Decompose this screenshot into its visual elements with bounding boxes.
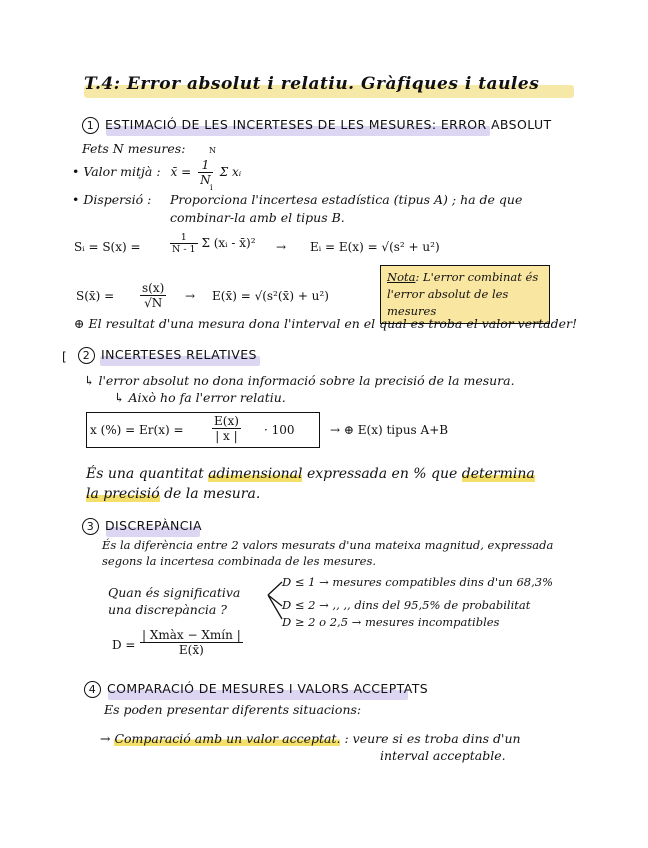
si-frac-num: 1 xyxy=(170,232,198,244)
plus-circle-icon: ⊕ xyxy=(343,423,354,437)
rel-frac-den: | x | xyxy=(215,429,238,443)
s2-line-1: ↳ l'error absolut no dona informació sobre la precisió de la mesura. xyxy=(84,373,515,388)
question-line-2: una discrepància ? xyxy=(108,602,227,617)
s3-line-2: segons la incertesa combinada de les mesures. xyxy=(102,554,377,568)
determina-highlight: determina xyxy=(461,466,535,482)
mean-lhs: x̄ = xyxy=(170,165,192,179)
mean-sum: Σ xᵢ xyxy=(219,165,242,179)
precisio-highlight: la precisió xyxy=(86,486,160,502)
section-number: 2 xyxy=(78,347,95,364)
d-fraction xyxy=(140,628,243,657)
s4-line-1: Es poden presentar diferents situacions: xyxy=(104,702,362,717)
sum-bottom-index: i xyxy=(210,183,213,192)
margin-bracket-icon: [ xyxy=(62,350,67,364)
section-title: COMPARACIÓ DE MESURES I VALORS ACCEPTATS xyxy=(107,681,429,696)
fets-text: Fets N mesures: xyxy=(82,141,186,156)
adimensional-highlight: adimensional xyxy=(208,466,303,482)
dispersio-line-2: combinar-la amb el tipus B. xyxy=(170,210,345,225)
section-number: 4 xyxy=(84,681,101,698)
section-title: DISCREPÀNCIA xyxy=(105,518,202,533)
si-lhs: Sᵢ = S(x) = xyxy=(74,240,141,254)
si-sum: Σ (xᵢ - x̄)² xyxy=(201,236,256,250)
section-number: 1 xyxy=(82,117,99,134)
es-text: És una quantitat xyxy=(86,466,204,482)
d-lhs: D = xyxy=(112,638,136,652)
sx-arrow: → xyxy=(185,289,196,303)
bullet-label: • Valor mitjà : xyxy=(72,164,161,179)
si-arrow: → xyxy=(276,240,287,254)
result-text: El resultat d'una mesura dona l'interval en el qual es troba el valor vertader! xyxy=(88,316,577,331)
item-rest-1: : veure si es troba dins d'un xyxy=(344,731,521,746)
bullet-dispersio: • Dispersió : xyxy=(72,192,152,207)
plus-circle-icon: ⊕ xyxy=(74,316,85,331)
rel-formula-rhs: · 100 xyxy=(264,423,295,437)
s3-line-1: És la diferència entre 2 valors mesurats d'una mateixa magnitud, expressada xyxy=(102,538,554,552)
d-frac xyxy=(140,628,243,657)
d-frac-den: E(x̄) xyxy=(178,643,204,657)
mean-frac-den: N xyxy=(200,173,211,187)
sx-lhs: S(x̄) = xyxy=(76,289,115,303)
section-number: 3 xyxy=(82,518,99,535)
dispersio-line-1: Proporciona l'incertesa estadística (tipus A) ; ha de que xyxy=(170,192,523,207)
rel-formula-lhs: x (%) = Er(x) = xyxy=(90,423,184,437)
arrow-icon: → xyxy=(100,731,111,746)
ei-formula: Eᵢ = E(x) = √(s² + u²) xyxy=(310,240,440,254)
comparacio-highlight: Comparació amb un valor acceptat. xyxy=(114,731,341,746)
case-3: D ≥ 2 o 2,5 → mesures incompatibles xyxy=(282,615,500,629)
si-frac-den: N - 1 xyxy=(172,244,196,255)
sum-top-index: N xyxy=(209,146,216,155)
expressada-text: expressada en % xyxy=(306,466,427,482)
case-1: D ≤ 1 → mesures compatibles dins d'un 68,3% xyxy=(282,575,554,589)
question-line-1: Quan és significativa xyxy=(108,585,241,600)
arrow-icon: → xyxy=(330,423,341,437)
case-2: D ≤ 2 → ,, ,, dins del 95,5% de probabilitat xyxy=(282,598,531,612)
nota-line-2: l'error absolut de les mesures xyxy=(387,287,509,318)
ex-formula: E(x̄) = √(s²(x̄) + u²) xyxy=(212,289,329,303)
section-4-heading xyxy=(84,681,428,698)
s4-item-rest-2: interval acceptable. xyxy=(380,748,506,763)
sx-frac-den: √N xyxy=(144,296,163,310)
s2-line-2: ↳ Això ho fa l'error relatiu. xyxy=(114,390,286,405)
s4-item xyxy=(100,731,521,746)
nota-line-1: : L'error combinat és xyxy=(415,270,539,284)
de-la-mesura-text: de la mesura. xyxy=(164,486,261,502)
mean-frac-num: 1 xyxy=(198,158,213,173)
section-title: INCERTESES RELATIVES xyxy=(101,347,257,362)
sx-frac-num: s(x) xyxy=(142,281,165,295)
nota-label: Nota xyxy=(387,270,416,284)
d-frac-num: | Xmàx − Xmín | xyxy=(142,628,241,642)
page-title: T.4: Error absolut i relatiu. Gràfiques i taules xyxy=(84,74,540,94)
section-title: ESTIMACIÓ DE LES INCERTESES DE LES MESURES: ERROR ABSOLUT xyxy=(105,117,552,132)
rel-frac-num: E(x) xyxy=(214,414,239,428)
tipus-text: E(x) tipus A+B xyxy=(357,423,449,437)
que-text: que xyxy=(431,466,458,482)
